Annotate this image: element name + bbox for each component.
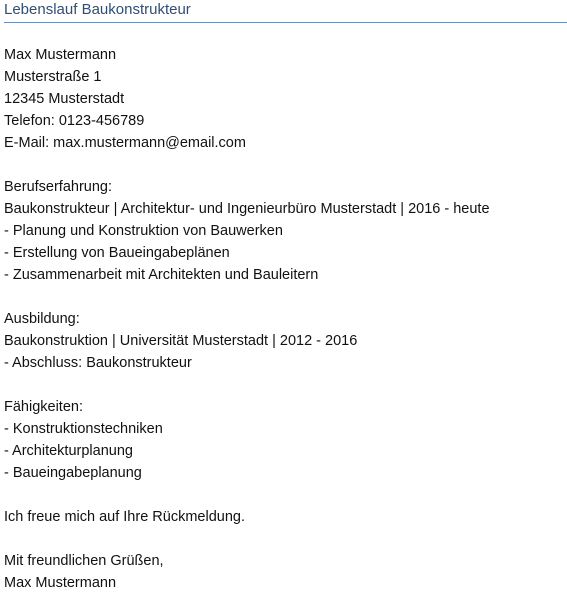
title-divider	[4, 22, 567, 23]
education-item: - Abschluss: Baukonstrukteur	[4, 355, 192, 371]
spacer	[4, 528, 564, 550]
contact-city: 12345 Musterstadt	[4, 91, 125, 107]
contact-phone: Telefon: 0123-456789	[4, 113, 145, 129]
contact-name: Max Mustermann	[4, 47, 117, 63]
contact-street: Musterstraße 1	[4, 69, 102, 85]
document-header	[4, 0, 567, 24]
experience-heading: Berufserfahrung:	[4, 179, 113, 195]
education-heading: Ausbildung:	[4, 311, 80, 327]
experience-item: - Planung und Konstruktion von Bauwerken	[4, 223, 283, 239]
experience-item: - Erstellung von Baueingabeplänen	[4, 245, 230, 261]
experience-position: Baukonstrukteur | Architektur- und Ingenieurbüro Musterstadt | 2016 - heute	[4, 201, 490, 217]
skills-item: - Baueingabeplanung	[4, 465, 142, 481]
spacer	[4, 286, 564, 308]
skills-heading: Fähigkeiten:	[4, 399, 83, 415]
spacer	[4, 374, 564, 396]
experience-item: - Zusammenarbeit mit Architekten und Bauleitern	[4, 267, 319, 283]
spacer	[4, 154, 564, 176]
skills-item: - Architekturplanung	[4, 443, 133, 459]
spacer	[4, 484, 564, 506]
education-degree: Baukonstruktion | Universität Musterstadt | 2012 - 2016	[4, 333, 358, 349]
document-body	[4, 44, 564, 594]
document-title: Lebenslauf Baukonstrukteur	[4, 1, 191, 18]
signature-name: Max Mustermann	[4, 575, 117, 591]
skills-item: - Konstruktionstechniken	[4, 421, 163, 437]
contact-email: E-Mail: max.mustermann@email.com	[4, 135, 246, 151]
closing-sentence: Ich freue mich auf Ihre Rückmeldung.	[4, 509, 245, 525]
salutation: Mit freundlichen Grüßen,	[4, 553, 164, 569]
